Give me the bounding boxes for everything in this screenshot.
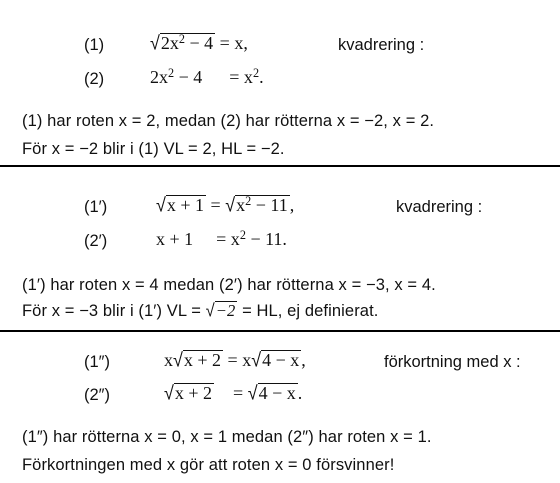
b3-eq1-rad2: 4 − x: [262, 350, 300, 370]
b2-line1: (1′) har roten x = 4 medan (2′) har rötterna x = −3, x = 4.: [22, 276, 436, 294]
b3-eq1-x1: x: [164, 350, 173, 370]
b3-eq2-end: .: [297, 383, 303, 403]
b1-eq1-note: kvadrering :: [338, 36, 425, 54]
divider-1: [0, 165, 560, 167]
b2-eq2-rhs: = x: [216, 229, 240, 249]
b2-line2: [22, 301, 378, 321]
b2-line2-rad: −2: [215, 301, 236, 320]
b3-eq1-label: (1″): [84, 353, 111, 371]
b1-eq1-lhs-exp: 2: [178, 31, 186, 46]
sqrt-symbol: √x + 1: [156, 194, 205, 217]
sqrt-symbol: $√2x^2 - 4$: [150, 31, 214, 55]
sqrt-symbol: √−2: [205, 300, 236, 321]
b1-eq2-rhs-end: .: [259, 67, 264, 87]
b2-eq1-note: kvadrering :: [396, 198, 483, 216]
b2-eq2-rhs-exp: 2: [239, 227, 246, 242]
b3-eq2-mid: =: [233, 383, 244, 403]
b3-eq2-rad2: 4 − x: [258, 383, 296, 403]
b1-eq2-rhs: = x: [229, 67, 253, 87]
b3-line2: Förkortningen med x gör att roten x = 0 försvinner!: [22, 456, 395, 474]
b1-eq1-rhs: = x,: [219, 33, 248, 53]
b3-eq1-rad1: x + 2: [183, 350, 222, 370]
b3-eq2-math: [164, 383, 302, 404]
sqrt-symbol: √4 − x: [247, 382, 296, 405]
b2-eq1-rhs-tail: − 11: [251, 195, 288, 215]
b1-eq2-lhs-exp: 2: [168, 65, 175, 80]
divider-2: [0, 330, 560, 332]
b1-eq2-lhs: 2x: [150, 67, 168, 87]
b1-eq2-lhs-tail: − 4: [174, 67, 203, 87]
b2-eq1-end: ,: [289, 195, 295, 215]
b3-eq1-mid: = x: [227, 350, 252, 370]
b2-line2-a: För x = −3 blir i (1′) VL =: [22, 302, 206, 320]
b3-eq1-end: ,: [301, 350, 306, 370]
b1-line2: För x = −2 blir i (1) VL = 2, HL = −2.: [22, 140, 285, 158]
b1-line1: (1) har roten x = 2, medan (2) har rötterna x = −2, x = 2.: [22, 112, 435, 130]
b1-eq1-lhs: 2x: [160, 33, 179, 53]
b3-eq1-note: förkortning med x :: [384, 353, 521, 371]
b1-eq1-label: (1): [84, 36, 105, 54]
b1-eq2-rhs-exp: 2: [252, 65, 260, 80]
b2-line2-b: = HL, ej definierat.: [237, 302, 379, 320]
b2-eq1-mid: =: [210, 195, 221, 215]
b3-line1: (1″) har rötterna x = 0, x = 1 medan (2″) har roten x = 1.: [22, 428, 432, 446]
b2-eq2-lhs: x + 1: [156, 229, 194, 249]
b1-eq2-label: (2): [84, 70, 105, 88]
b3-eq2-label: (2″): [84, 386, 111, 404]
b2-eq1-math: [156, 195, 294, 216]
b2-eq1-label: (1′): [84, 198, 108, 216]
b2-eq2-rhs-tail: − 11.: [245, 229, 287, 249]
b2-eq2-label: (2′): [84, 232, 108, 250]
b1-eq2-math: [150, 67, 264, 88]
b2-eq2-math: [156, 229, 287, 250]
sqrt-symbol: √4 − x: [251, 349, 300, 372]
b3-eq1-math: [164, 350, 306, 371]
b2-eq1-rhs: x: [236, 195, 246, 215]
b1-eq1-math: [150, 33, 248, 54]
b3-eq2-rad1: x + 2: [174, 383, 213, 403]
b2-eq1-rhs-exp: 2: [245, 193, 252, 208]
b2-eq1-lhs: x + 1: [166, 195, 205, 215]
sqrt-symbol: √x + 2: [173, 349, 222, 372]
sqrt-symbol: $√x^2 - 11$: [225, 193, 288, 217]
sqrt-symbol: √x + 2: [164, 382, 213, 405]
b1-eq1-lhs-tail: − 4: [185, 33, 214, 53]
